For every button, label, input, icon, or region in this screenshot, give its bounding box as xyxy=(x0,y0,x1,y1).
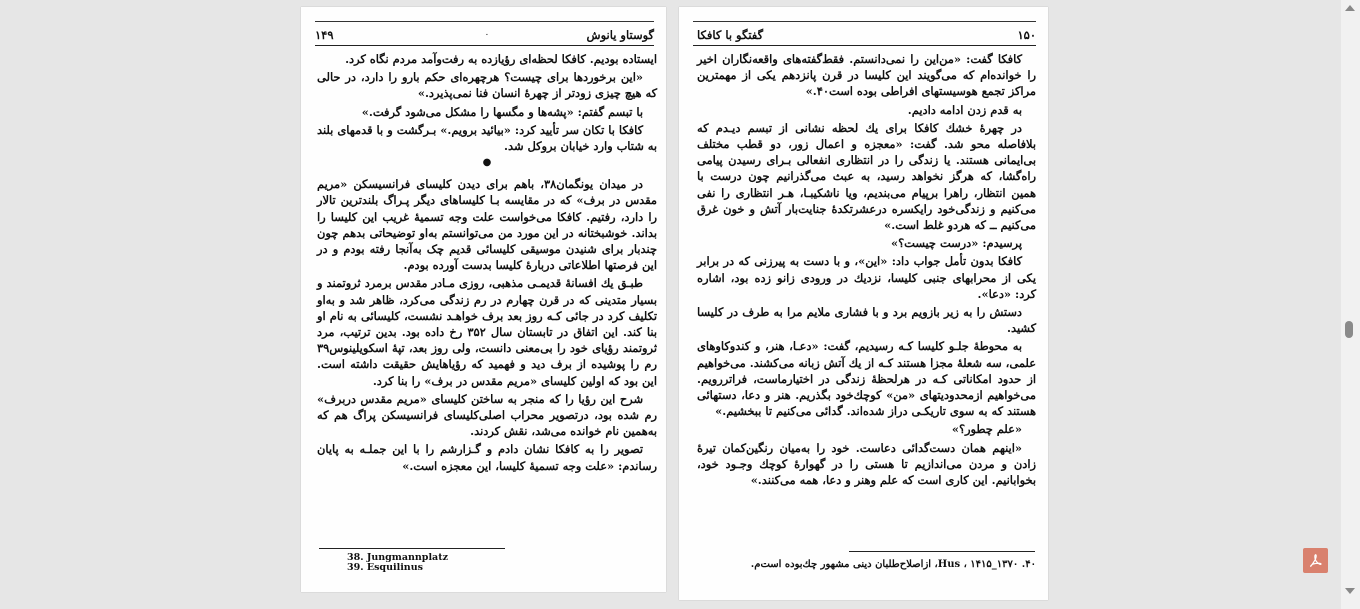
page-body xyxy=(317,51,657,476)
pdf-icon[interactable] xyxy=(1303,548,1328,573)
running-title: گوستاو یانوش xyxy=(586,28,654,42)
paragraph: کافکا گفت: «من‌این را نمی‌دانستم. فقط‌گفته‌های واقعه‌نگاران اخیر را خوانده‌ام که می‌گویند این کلیسا در قرن پانزدهم یکی از مهمترین مراکز تجمع هوسیستهای افراطی بوده است۴۰.» xyxy=(697,52,1036,99)
scroll-up-arrow-icon[interactable] xyxy=(1345,5,1355,11)
page-header xyxy=(315,25,654,46)
pdf-glyph-icon xyxy=(1308,553,1324,569)
paragraph: کافکا با تکان سر تأیید کرد: «بیائید برویم.» بـرگشت و با قدمهای بلند به شتاب وارد خیابان بروکل شد. xyxy=(317,122,657,154)
paragraph: «علم چطور؟» xyxy=(951,422,1022,437)
footnote: 38. Jungmannplatz xyxy=(347,552,448,563)
page-body xyxy=(697,51,1036,490)
vertical-scrollbar[interactable] xyxy=(1341,0,1360,609)
scrollbar-thumb[interactable] xyxy=(1345,321,1353,338)
paragraph: کافکا بدون تأمل جواب داد: «این»، و با دست به پیرزنی که در برابر یکی از محرابهای جنبی کلیسا، نزدیك در ورودی زانو زده بود، اشاره کرد: «دعا». xyxy=(697,254,1036,301)
page-header xyxy=(693,25,1036,46)
scroll-down-arrow-icon[interactable] xyxy=(1345,588,1355,594)
footnote: 39. Esquilinus xyxy=(347,562,423,573)
page-number: ۱۵۰ xyxy=(1017,28,1036,42)
header-rule xyxy=(693,21,1036,22)
paragraph: در چهرهٔ خشك کافکا برای یك لحظه نشانی از تبسم دیـدم که بلافاصله محو شد. گفت: «معجزه و اعمال زور، دو قطب مختلف بی‌ایمانی هستند. یا زندگی را در انتظاری انفعالی بـرای رسیدن پیامی راه‌گشا، که هرگز نخواهد رسید، به عبث می‌گذرانیم چون درست با همین انتظار، راهرا برپیام می‌بندیم، ویا ناشکیبـا، هـر انتظاری را نفی می‌کنیم و زندگی‌خود رایکسره درعشرتکدهٔ جنایت‌بار آتش و خون غرق می‌کنیم ــ که هردو غلط است.» xyxy=(697,120,1036,233)
paragraph: «اینهم همان دست‌گدائی دعاست. خود را به‌میان رنگین‌کمان تیرهٔ زادن و مردن می‌اندازیم تا هستی را در گهوارهٔ کوچك وجـود خود، بخوابانیم. این کاری است که علم وهنر و دعا، همه می‌کنند.» xyxy=(697,440,1036,488)
paragraph: پرسیدم: «درست چیست؟» xyxy=(890,236,1022,251)
paragraph: تصویر را به کافکا نشان دادم و گـزارشم را با این جملـه به پایان رساندم: «علت وجه تسمیهٔ کلیسا، این معجزه است.» xyxy=(317,442,657,473)
header-mark: ٠ xyxy=(484,30,490,40)
paragraph: در میدان یونگمان۳۸، باهم برای دیدن کلیسای فرانسیسکن «مریم مقدس در برف» که در مقایسه بـا کلیساهای دیگر پـراگ بلندترین تالار را دارد، رفتیم. کافکا می‌خواست علت وجه تسمیهٔ غریب این کلیسا را بداند. خوشبختانه در این مورد من می‌توانستم به‌او توضیحاتی بدهم چون چندبار برای شنیدن موسیقی کلیسائی قدیم چک به‌آنجا رفته بودم و در این فرصتها اطلاعاتی دربارهٔ کلیسا بدست آورده بودم. xyxy=(317,177,657,273)
page-149 xyxy=(301,7,666,592)
paragraph: ایستاده بودیم. کافکا لحظه‌ای رؤیازده به رفت‌وآمد مردم نگاه کرد. xyxy=(345,52,657,66)
paragraph: «این برخوردها برای چیست؟ هرچهره‌ای حکم بارو را دارد، در حالی که هیچ چیزی زودتر از چهرهٔ انسان فنا نمی‌پذیرد.» xyxy=(317,70,657,101)
paragraph: طبـق یك افسانهٔ قدیمـی مذهبی، روزی مـادر مقدس برمرد ثروتمند و بسیار متدینی که در قرن چهارم در رم زندگی می‌کرد، ظاهر شد و به‌او تکلیف کرد در جائی کـه روز بعد برف خواهـد نشست، کلیسائی به نام او بنا کند. این اتفاق در تابستان سال ۳۵۲ رخ داده بود. بدین ترتیب، مرد ثروتمند رؤیای خود را بی‌معنی دانست، ولی روز بعد، تپهٔ اسکویلینوس۳۹ رم را پوشیده از برف دید و فهمید که رؤیاهایش حقیقت داشته است. این بود که اولین کلیسای «مریم مقدس در برف» را بنا کرد. xyxy=(317,276,657,388)
footnote-rule xyxy=(319,548,505,549)
running-title: گفتگو با کافکا xyxy=(697,28,764,42)
paragraph: با تبسم گفتم: «پشه‌ها و مگسها را مشکل می‌شود گرفت.» xyxy=(361,104,643,119)
paragraph: شرح این رؤیا را که منجر به ساختن کلیسای «مریم مقدس دربرف» رم شده بود، درتصویر محراب اصلی‌کلیسای فرانسیسکن پراگ هم که به‌همین نام خوانده می‌شد، نقش کردند. xyxy=(317,391,657,439)
paragraph: به محوطهٔ جلـو کلیسا کـه رسیدیم، گفت: «دعـا، هنر، و کندوکاوهای علمی، سه شعلهٔ مجزا هستند کـه از یك آتش زبانه می‌کشند. می‌خواهیم از حدود امکاناتی کـه در هرلحظهٔ زندگی در اختیارماست، فراتررویم. می‌خواهیم ازمحدودیتهای «من» کوچك‌خود بگذریم. هنر و دعا، دستهائی هستند که به سوی تاریکـی دراز شده‌اند. گدائی می‌کنیم تا ببخشیم.» xyxy=(697,339,1036,419)
section-separator: ● xyxy=(482,157,492,169)
footnote-rule xyxy=(849,551,1035,552)
paragraph: به قدم زدن ادامه دادیم. xyxy=(907,102,1022,117)
paragraph: دستش را به زیر بازویم برد و با فشاری ملایم مرا به طرف در کلیسا کشید. xyxy=(697,305,1036,336)
page-150 xyxy=(679,7,1048,600)
footnotes xyxy=(347,553,448,573)
header-rule xyxy=(315,21,654,22)
footnote: ۴۰. Hus ، ۱۴۱۵_۱۳۷۰، ازاصلاح‌طلبان دینی مشهور چك‌بوده است‌م. xyxy=(750,559,1036,570)
page-number: ۱۴۹ xyxy=(315,28,334,42)
